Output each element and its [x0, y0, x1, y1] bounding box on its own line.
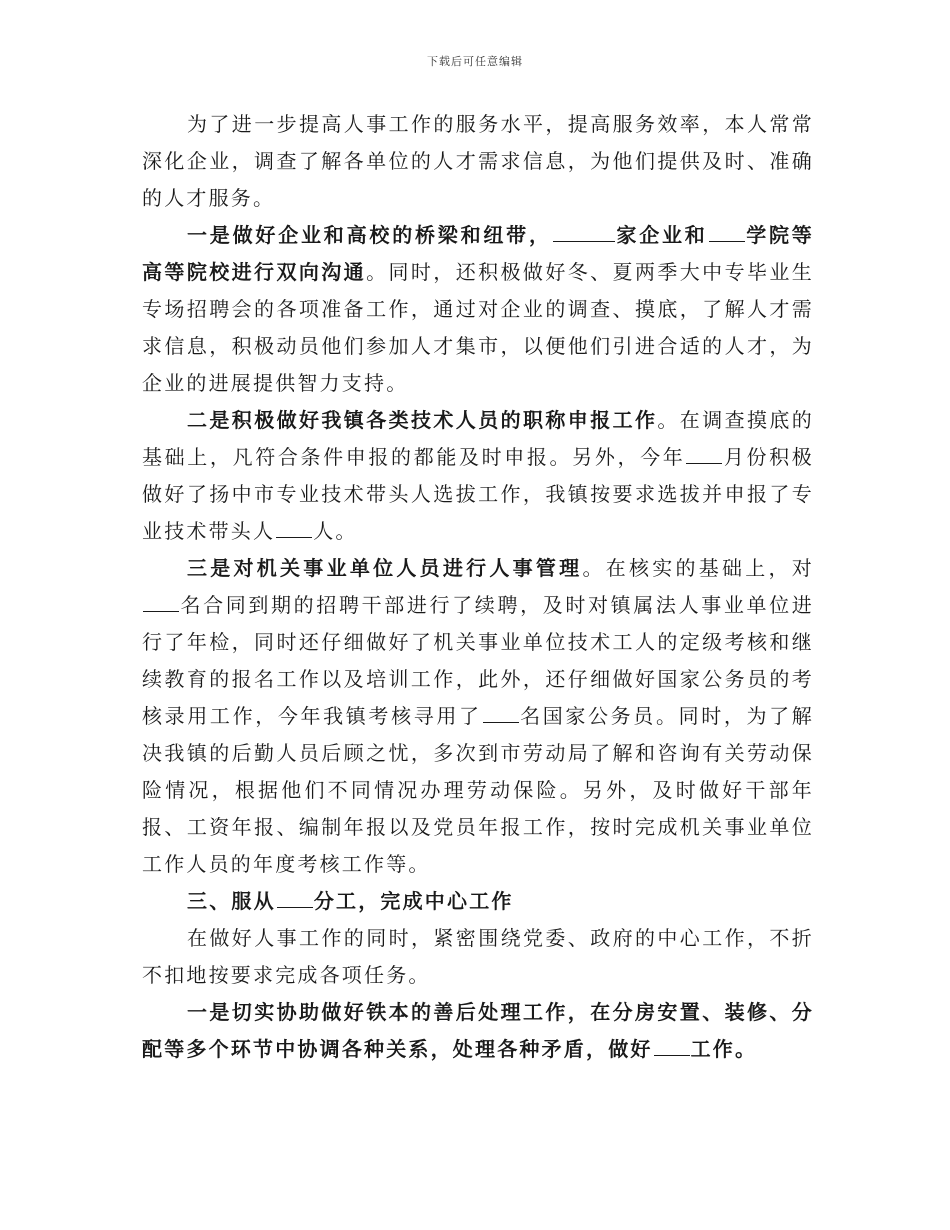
paragraph-text-part-2: 月份积极做好了扬中市专业技术带头人选拔工作，我镇按要求选拔并申报了专业技术带头人 — [142, 445, 814, 543]
blank-field — [686, 439, 722, 464]
paragraph-title-application — [142, 402, 814, 550]
section-heading — [142, 883, 814, 920]
lead-sentence-part-3: 学院等高等院校进行双向沟通 — [142, 223, 814, 284]
blank-field — [483, 698, 519, 723]
blank-field — [276, 513, 312, 538]
paragraph-bridge-enterprise-college — [142, 217, 814, 402]
paragraph-text-part-2: 名合同到期的招聘干部进行了续聘，及时对镇属法人事业单位进行了年检，同时还仔细做好了机关事业单位技术工人的定级考核和继续教育的报名工作以及培训工作，此外，还仔细做好国家公务员的考核录用工作，今年我镇考核寻用了 — [142, 593, 814, 728]
document-body — [142, 106, 814, 1068]
paragraph-text: 。同时，还积极做好冬、夏两季大中专毕业生专场招聘会的各项准备工作，通过对企业的调查、摸底，了解人才需求信息，积极动员他们参加人才集市，以便他们引进合适的人才，为企业的进展提供智力支持。 — [142, 260, 815, 395]
paragraph-text: 为了进一步提高人事工作的服务水平，提高服务效率，本人常常深化企业，调查了解各单位的人才需求信息，为他们提供及时、准确的人才服务。 — [142, 112, 814, 210]
lead-sentence: 三是对机关事业单位人员进行人事管理 — [187, 556, 583, 580]
paragraph-personnel-management — [142, 550, 814, 883]
lead-sentence-part-2: 家企业和 — [615, 223, 708, 247]
paragraph-text-part-1: 一是切实协助做好铁本的善后处理工作，在分房安置、装修、分配等多个环节中协调各种关系，处理各种矛盾，做好 — [142, 1000, 814, 1061]
heading-part-1: 三、服从 — [187, 889, 276, 913]
heading-part-2: 分工，完成中心工作 — [313, 889, 514, 913]
blank-field — [277, 883, 313, 908]
paragraph-text-part-1: 。在核实的基础上，对 — [582, 556, 815, 580]
lead-sentence: 二是积极做好我镇各类技术人员的职称申报工作 — [187, 408, 658, 432]
lead-sentence-part-1: 一是做好企业和高校的桥梁和纽带， — [187, 223, 552, 247]
paragraph-text-part-2: 工作。 — [690, 1037, 758, 1061]
paragraph-service-level — [142, 106, 814, 217]
blank-field — [709, 217, 745, 242]
paragraph-text-part-1: 。在调查摸底的基础上，凡符合条件申报的都能及时申报。另外，今年 — [142, 408, 815, 469]
paragraph-central-work — [142, 920, 814, 994]
paragraph-aftermath-handling — [142, 994, 814, 1068]
blank-field — [553, 217, 615, 242]
blank-field — [654, 1031, 690, 1056]
header-note: 下载后可任意编辑 — [427, 55, 523, 68]
paragraph-text-part-3: 人。 — [313, 519, 358, 543]
paragraph-text: 在做好人事工作的同时，紧密围绕党委、政府的中心工作，不折不扣地按要求完成各项任务。 — [142, 926, 814, 987]
blank-field — [143, 587, 179, 612]
paragraph-text-part-3: 名国家公务员。同时，为了解决我镇的后勤人员后顾之忧，多次到市劳动局了解和咨询有关劳动保险情况，根据他们不同情况办理劳动保险。另外，及时做好干部年报、工资年报、编制年报以及党员年报工作，按时完成机关事业单位工作人员的年度考核工作等。 — [142, 704, 814, 876]
